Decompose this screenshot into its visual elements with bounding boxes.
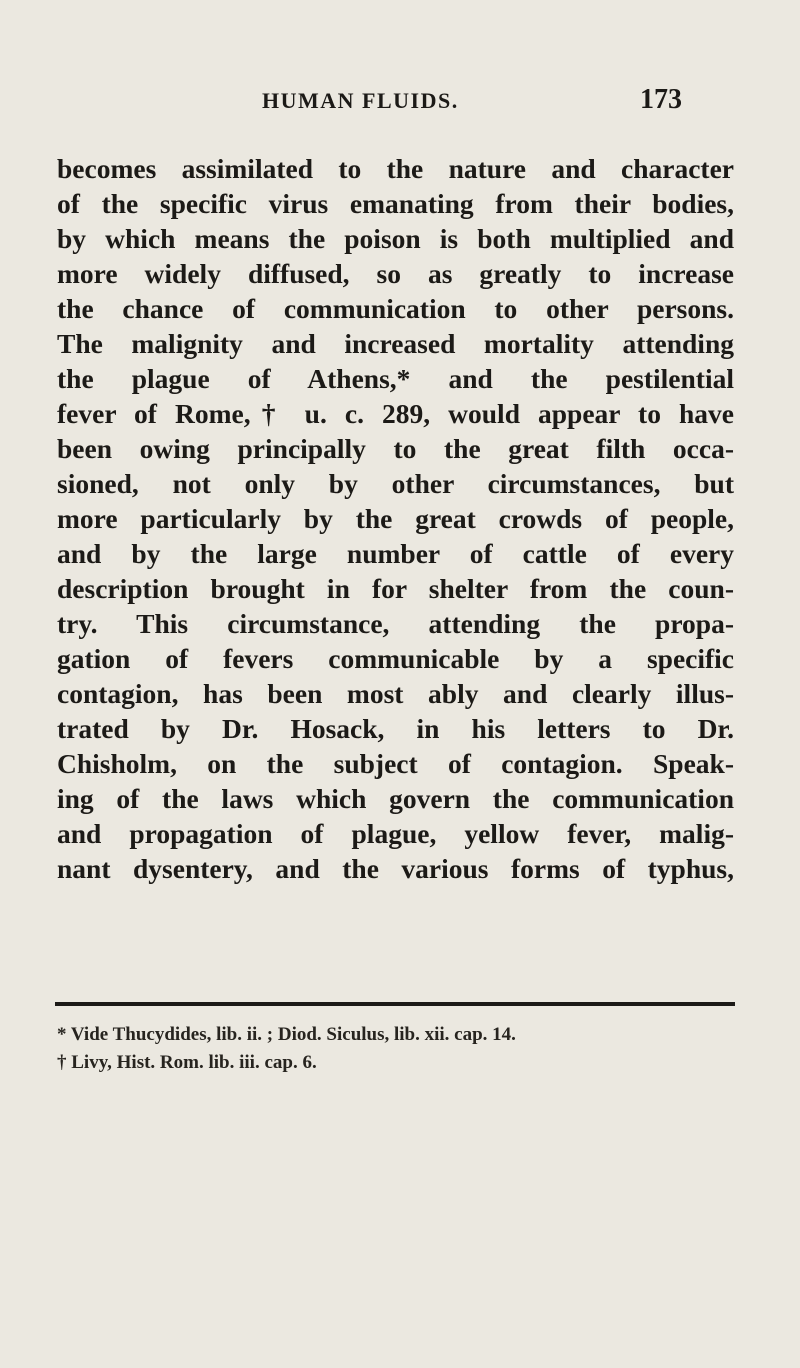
text-line: ing of the laws which govern the communication	[57, 783, 734, 814]
footnote-rule	[55, 1002, 735, 1006]
text-line: and propagation of plague, yellow fever, malig-	[57, 818, 734, 849]
text-line: description brought in for shelter from the coun-	[57, 573, 734, 604]
text-line: been owing principally to the great filth occa-	[57, 433, 734, 464]
text-line: Chisholm, on the subject of contagion. Speak-	[57, 748, 734, 779]
text-line: try. This circumstance, attending the propa-	[57, 608, 734, 639]
footnote: † Livy, Hist. Rom. lib. iii. cap. 6.	[57, 1052, 317, 1073]
text-line: trated by Dr. Hosack, in his letters to Dr.	[57, 713, 734, 744]
text-line: and by the large number of cattle of every	[57, 538, 734, 569]
page-number: 173	[640, 84, 682, 115]
text-line: sioned, not only by other circumstances, but	[57, 468, 734, 499]
text-line: of the specific virus emanating from their bodies,	[57, 188, 734, 219]
text-line: more widely diffused, so as greatly to increase	[57, 258, 734, 289]
running-head	[262, 84, 682, 128]
text-line: nant dysentery, and the various forms of typhus,	[57, 853, 734, 884]
text-line: The malignity and increased mortality attending	[57, 328, 734, 359]
text-line: fever of Rome,† u. c. 289, would appear to have	[57, 398, 734, 429]
running-title: HUMAN FLUIDS.	[262, 88, 459, 113]
text-line: becomes assimilated to the nature and character	[57, 153, 734, 184]
text-line: contagion, has been most ably and clearly illus-	[57, 678, 734, 709]
text-line: more particularly by the great crowds of people,	[57, 503, 734, 534]
footnote: * Vide Thucydides, lib. ii. ; Diod. Siculus, lib. xii. cap. 14.	[57, 1024, 516, 1045]
text-line: the plague of Athens,* and the pestilential	[57, 363, 734, 394]
text-line: gation of fevers communicable by a specific	[57, 643, 734, 674]
text-line: by which means the poison is both multiplied and	[57, 223, 734, 254]
text-line: the chance of communication to other persons.	[57, 293, 734, 324]
